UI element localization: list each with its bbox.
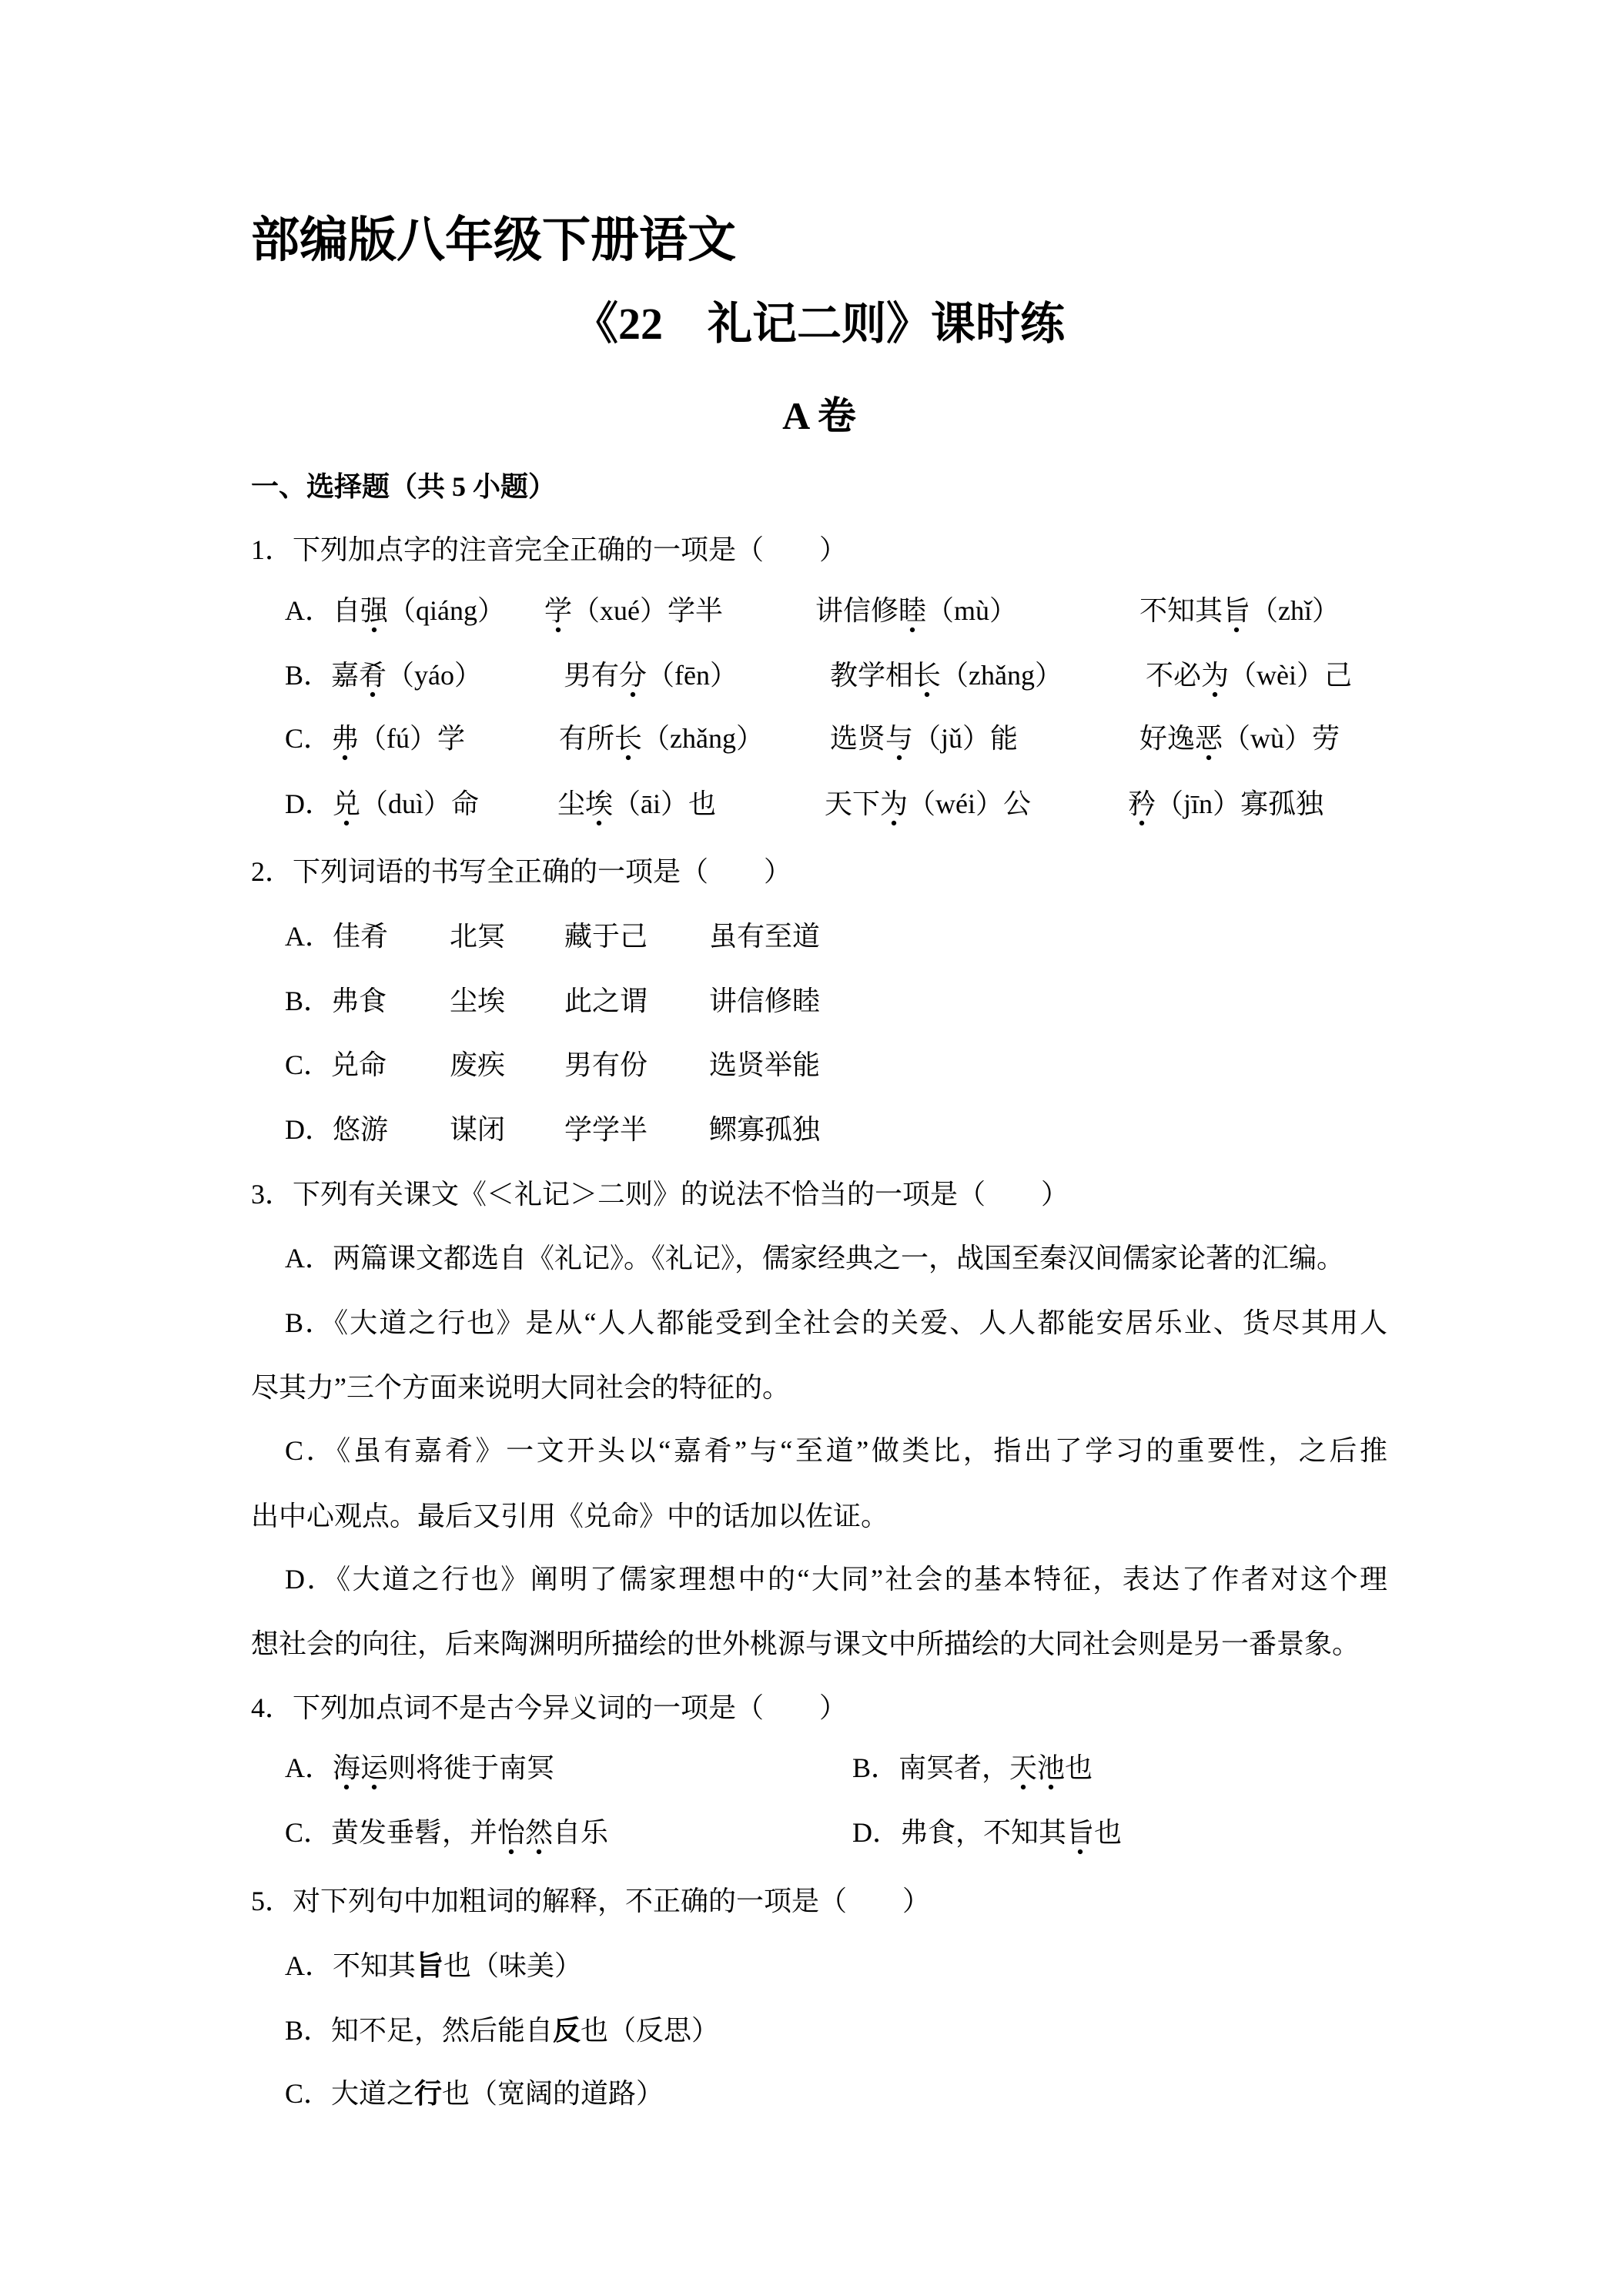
option-word: 废疾 xyxy=(450,1049,506,1080)
option-text: 也 xyxy=(1065,1752,1093,1783)
dotted-character: 恶 xyxy=(1195,723,1223,754)
option-word xyxy=(285,984,387,1018)
option-text: 弗食，不知其 xyxy=(900,1817,1067,1848)
question-1-option-b xyxy=(0,658,1623,692)
option-word xyxy=(285,1048,387,1082)
option-text: 也 xyxy=(1094,1817,1123,1848)
option-text: 《虽有嘉肴》一文开头以“嘉肴”与“至道”做类比，指出了学习的重要性，之后推 xyxy=(336,1435,1387,1466)
option-item xyxy=(1128,787,1323,821)
option-word: 北冥 xyxy=(450,921,506,952)
question-1-option-c xyxy=(0,721,1623,755)
word-text: 悠游 xyxy=(333,1114,389,1145)
question-4-option-c xyxy=(285,1816,608,1849)
option-label: A． xyxy=(285,1752,333,1783)
dotted-character: 分 xyxy=(619,660,648,691)
option-word: 选贤举能 xyxy=(709,1049,821,1080)
question-2-option-c xyxy=(0,1048,1623,1082)
option-word xyxy=(285,919,388,953)
option-text: 自乐 xyxy=(553,1817,609,1848)
option-item xyxy=(285,658,482,692)
pinyin-annotation: （jǔ）能 xyxy=(913,723,1019,754)
option-label: B． xyxy=(285,986,332,1016)
dotted-character: 睦 xyxy=(899,595,927,626)
item-text: 讲信修 xyxy=(815,595,899,626)
dotted-word: 天池 xyxy=(1009,1752,1066,1783)
question-2-option-d xyxy=(0,1113,1623,1146)
question-5-stem: 5．对下列句中加粗词的解释，不正确的一项是（ ） xyxy=(251,1886,931,1916)
pinyin-annotation: （zhǎng） xyxy=(941,660,1062,691)
question-3-option-b-line-1 xyxy=(285,1306,1387,1340)
dotted-word: 海运 xyxy=(333,1752,389,1783)
dotted-word: 旨 xyxy=(1066,1817,1095,1848)
pinyin-annotation: （mù） xyxy=(926,595,1018,626)
option-label: B． xyxy=(285,1307,335,1338)
item-text: 尘 xyxy=(557,788,586,819)
option-text: 也（反思） xyxy=(581,2015,720,2046)
item-text: 有所 xyxy=(559,723,615,754)
option-text: 南冥者， xyxy=(899,1752,1010,1783)
option-item xyxy=(825,787,1031,821)
option-word: 男有份 xyxy=(564,1049,648,1080)
question-3-option-b-line-2: 尽其力”三个方面来说明大同社会的特征的。 xyxy=(251,1372,790,1403)
dotted-character: 长 xyxy=(614,723,643,754)
item-text: 男有 xyxy=(564,660,620,691)
option-item xyxy=(285,2013,719,2047)
dotted-character: 为 xyxy=(1201,660,1230,691)
option-text: 则将徙于南冥 xyxy=(388,1752,555,1783)
lesson-title: 《22 礼记二则》课时练 xyxy=(573,299,1065,349)
word-text: 佳肴 xyxy=(333,921,389,952)
pinyin-annotation: （wéi）公 xyxy=(908,788,1032,819)
pinyin-annotation: （yáo） xyxy=(387,660,483,691)
question-4-stem: 4．下列加点词不是古今异义词的一项是（ ） xyxy=(251,1692,848,1723)
question-4-option-d xyxy=(852,1816,1122,1849)
pinyin-annotation: （xué）学半 xyxy=(572,595,723,626)
option-label: C． xyxy=(285,1435,337,1466)
option-word: 尘埃 xyxy=(450,986,506,1016)
dotted-character: 强 xyxy=(360,595,389,626)
item-text: 不知其 xyxy=(1139,595,1223,626)
item-text: 好逸 xyxy=(1139,723,1196,754)
dotted-character: 长 xyxy=(913,660,942,691)
option-label: C． xyxy=(285,723,332,754)
option-item xyxy=(557,787,716,821)
option-item xyxy=(285,721,465,755)
bold-word: 旨 xyxy=(416,1950,444,1981)
option-word: 鳏寡孤独 xyxy=(709,1114,821,1145)
pinyin-annotation: （zhǎng） xyxy=(642,723,764,754)
question-1-stem: 1．下列加点字的注音完全正确的一项是（ ） xyxy=(251,534,848,565)
pinyin-annotation: （āi）也 xyxy=(613,788,717,819)
question-2-option-a xyxy=(0,919,1623,953)
option-item xyxy=(559,721,764,755)
option-item xyxy=(564,658,738,692)
option-text: 大道之 xyxy=(331,2078,415,2109)
dotted-word: 怡然 xyxy=(497,1817,554,1848)
option-label: A． xyxy=(285,1950,333,1981)
pinyin-annotation: （fú）学 xyxy=(359,723,466,754)
option-word: 谋闭 xyxy=(450,1114,506,1145)
item-text: 自 xyxy=(333,595,361,626)
option-label: B． xyxy=(285,2015,332,2046)
option-text: 也（宽阔的道路） xyxy=(442,2078,664,2109)
series-title: 部编版八年级下册语文 xyxy=(251,213,736,267)
question-2-option-b xyxy=(0,984,1623,1018)
dotted-character: 与 xyxy=(885,723,914,754)
option-word: 学学半 xyxy=(564,1114,648,1145)
bold-word: 行 xyxy=(414,2078,443,2109)
item-text: 教学相 xyxy=(830,660,914,691)
option-label: C． xyxy=(285,1817,332,1848)
item-text: 天下 xyxy=(825,788,881,819)
question-5-option-b xyxy=(0,2013,1623,2047)
dotted-character: 为 xyxy=(880,788,909,819)
option-text: 《大道之行也》阐明了儒家理想中的“大同”社会的基本特征，表达了作者对这个理 xyxy=(336,1564,1387,1595)
dotted-character: 肴 xyxy=(359,660,387,691)
option-label: A． xyxy=(285,921,333,952)
pinyin-annotation: （fēn） xyxy=(647,660,738,691)
dotted-character: 兑 xyxy=(333,788,361,819)
option-item xyxy=(830,658,1062,692)
option-label: B． xyxy=(852,1752,899,1783)
option-label: A． xyxy=(285,595,333,626)
option-text: 《大道之行也》是从“人人都能受到全社会的关爱、人人都能安居乐业、货尽其用人 xyxy=(334,1307,1387,1338)
option-word: 虽有至道 xyxy=(709,921,821,952)
question-4-options-row-2 xyxy=(0,1816,1623,1849)
dotted-character: 旨 xyxy=(1223,595,1251,626)
option-label: A． xyxy=(285,1243,333,1274)
question-5-option-a xyxy=(0,1949,1623,1983)
question-3-option-d-line-2: 想社会的向往，后来陶渊明所描绘的世外桃源与课文中所描绘的大同社会则是另一番景象。 xyxy=(251,1628,1360,1659)
option-text: 也（味美） xyxy=(443,1950,583,1981)
question-3-stem: 3．下列有关课文《＜礼记＞二则》的说法不恰当的一项是（ ） xyxy=(251,1179,1069,1210)
option-label: D． xyxy=(285,1114,333,1145)
pinyin-annotation: （zhǐ） xyxy=(1250,595,1340,626)
volume-label: A 卷 xyxy=(782,394,856,437)
option-text: 不知其 xyxy=(333,1950,417,1981)
option-item xyxy=(815,594,1017,628)
dotted-character: 弗 xyxy=(331,723,360,754)
bold-word: 反 xyxy=(553,2015,581,2046)
option-word: 讲信修睦 xyxy=(709,986,821,1016)
option-label: D． xyxy=(852,1817,900,1848)
item-text: 嘉 xyxy=(331,660,360,691)
option-text: 两篇课文都选自《礼记》。《礼记》，儒家经典之一，战国至秦汉间儒家论著的汇编。 xyxy=(333,1243,1345,1274)
pinyin-annotation: （wù）劳 xyxy=(1223,723,1340,754)
option-item xyxy=(1146,658,1352,692)
word-text: 兑命 xyxy=(331,1049,387,1080)
option-label: B． xyxy=(285,660,332,691)
question-4-option-a xyxy=(285,1751,554,1785)
question-2-stem: 2．下列词语的书写全正确的一项是（ ） xyxy=(251,856,792,887)
question-1-option-d xyxy=(0,787,1623,821)
question-3-option-c-line-2: 出中心观点。最后又引用《兑命》中的话加以佐证。 xyxy=(251,1501,889,1531)
option-label: D． xyxy=(285,788,333,819)
pinyin-annotation: （jīn）寡孤独 xyxy=(1156,788,1324,819)
pinyin-annotation: （qiáng） xyxy=(388,595,506,626)
option-text: 知不足，然后能自 xyxy=(331,2015,554,2046)
option-item xyxy=(1139,594,1340,628)
question-4-options-row-1 xyxy=(0,1751,1623,1785)
option-item xyxy=(830,721,1018,755)
option-text: 黄发垂髫，并 xyxy=(331,1817,498,1848)
option-label: C． xyxy=(285,2078,332,2109)
dotted-character: 学 xyxy=(544,595,573,626)
item-text: 不必 xyxy=(1146,660,1202,691)
question-3-option-d-line-1 xyxy=(285,1562,1387,1596)
option-item xyxy=(285,787,479,821)
dotted-character: 埃 xyxy=(585,788,614,819)
dotted-character: 矜 xyxy=(1128,788,1156,819)
option-item xyxy=(285,2077,664,2110)
option-item xyxy=(285,1949,582,1983)
option-word xyxy=(285,1113,388,1146)
option-label: D． xyxy=(285,1564,337,1595)
option-label: C． xyxy=(285,1049,332,1080)
pinyin-annotation: （duì）命 xyxy=(360,788,480,819)
option-item xyxy=(544,594,723,628)
item-text: 选贤 xyxy=(830,723,886,754)
question-3-option-c-line-1 xyxy=(285,1434,1387,1468)
option-word: 藏于己 xyxy=(564,921,648,952)
question-5-option-c xyxy=(0,2077,1623,2110)
section-heading: 一、选择题（共 5 小题） xyxy=(251,471,557,502)
question-3-option-a xyxy=(285,1241,1387,1275)
question-4-option-b xyxy=(852,1751,1093,1785)
option-word: 此之谓 xyxy=(564,986,648,1016)
question-1-option-a xyxy=(0,594,1623,628)
option-item xyxy=(1139,721,1340,755)
word-text: 弗食 xyxy=(331,986,387,1016)
pinyin-annotation: （wèi）己 xyxy=(1229,660,1353,691)
option-item xyxy=(285,594,505,628)
